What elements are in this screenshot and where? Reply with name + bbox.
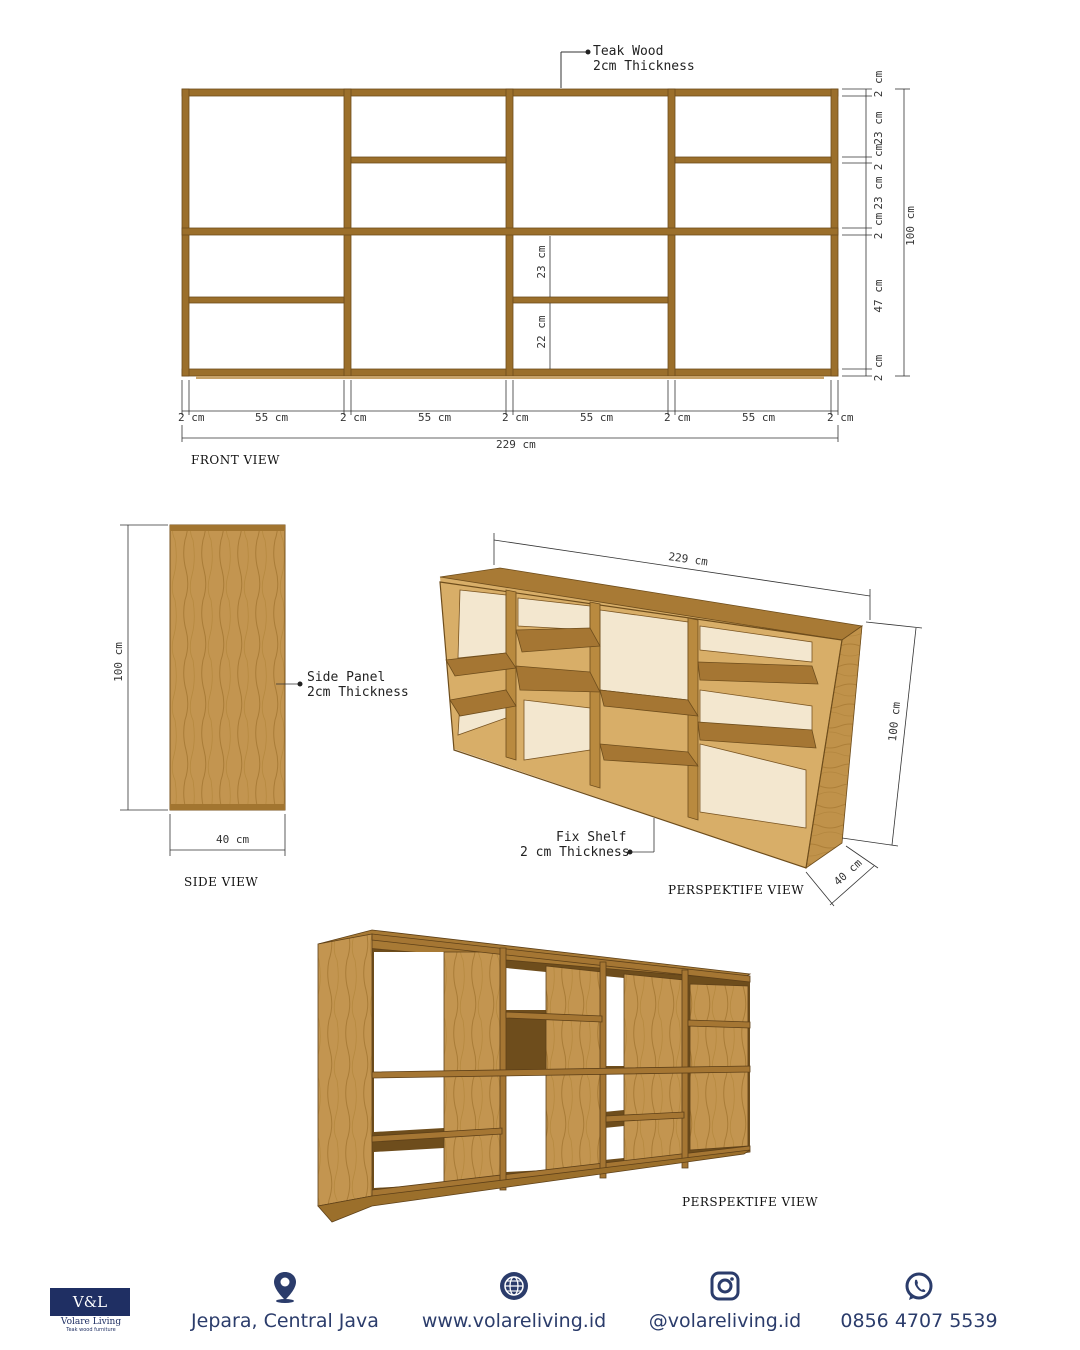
front-view	[178, 44, 917, 467]
footer-website[interactable]	[418, 1270, 610, 1332]
bottom-dim-7: 2 cm	[664, 411, 691, 424]
side-panel-label: Side Panel	[307, 670, 386, 685]
perspective-1-caption: PERSPEKTIFE VIEW	[668, 883, 805, 897]
right-dim-5: 2 cm	[872, 212, 885, 240]
bottom-dim-9: 2 cm	[827, 411, 854, 424]
side-height-dim: 100 cm	[112, 642, 125, 682]
bottom-dim-4: 55 cm	[418, 411, 452, 424]
right-dim-1: 2 cm	[872, 70, 885, 98]
front-cabinet	[182, 89, 838, 379]
bottom-dim-3: 2 cm	[340, 411, 367, 424]
side-view-caption: SIDE VIEW	[184, 875, 259, 889]
total-width-dim: 229 cm	[496, 438, 536, 451]
instagram-handle[interactable]: @volareliving.id	[648, 1310, 802, 1332]
globe-icon	[499, 1270, 529, 1304]
bottom-dim-2: 55 cm	[255, 411, 289, 424]
brand-logo	[50, 1288, 132, 1333]
whatsapp-icon	[904, 1270, 934, 1304]
footer-location	[180, 1270, 390, 1332]
logo-tagline: Teak wood furniture	[66, 1327, 116, 1333]
side-view	[112, 525, 409, 889]
logo-mark: V&L	[50, 1288, 130, 1316]
front-view-caption: FRONT VIEW	[191, 453, 281, 467]
contact-footer	[0, 1262, 1080, 1350]
persp-height-dim: 100 cm	[885, 701, 904, 743]
instagram-icon	[710, 1270, 740, 1304]
inner-dim-22: 22 cm	[535, 315, 548, 349]
logo-name: Volare Living	[60, 1317, 122, 1327]
location-text: Jepara, Central Java	[191, 1310, 379, 1332]
right-dim-4: 23 cm	[872, 176, 885, 210]
bottom-dim-8: 55 cm	[742, 411, 776, 424]
footer-phone[interactable]	[836, 1270, 1002, 1332]
perspective-view-2	[318, 930, 818, 1222]
website-link[interactable]: www.volareliving.id	[421, 1310, 607, 1332]
bottom-dim-1: 2 cm	[178, 411, 205, 424]
persp-depth-dim: 40 cm	[831, 856, 865, 889]
side-depth-dim: 40 cm	[216, 833, 250, 846]
right-dim-2: 23 cm	[872, 111, 885, 145]
right-dim-7: 2 cm	[872, 354, 885, 382]
bottom-dim-6: 55 cm	[580, 411, 614, 424]
bottom-dim-5: 2 cm	[502, 411, 529, 424]
fix-shelf-label: Fix Shelf	[556, 830, 627, 845]
fix-shelf-thickness: 2 cm Thickness	[520, 845, 630, 860]
teak-thickness-label: 2cm Thickness	[593, 59, 695, 74]
right-dim-6: 47 cm	[872, 279, 885, 313]
perspective-2-caption: PERSPEKTIFE VIEW	[682, 1195, 819, 1209]
footer-instagram[interactable]	[640, 1270, 810, 1332]
phone-number[interactable]: 0856 4707 5539	[840, 1310, 998, 1332]
teak-wood-label: Teak Wood	[593, 44, 664, 59]
total-height-dim: 100 cm	[904, 206, 917, 246]
persp-width-dim: 229 cm	[667, 550, 709, 569]
inner-dim-23: 23 cm	[535, 245, 548, 279]
side-panel	[170, 525, 285, 810]
perspective-view-1	[440, 533, 922, 906]
side-panel-thickness: 2cm Thickness	[307, 685, 409, 700]
location-pin-icon	[270, 1270, 300, 1304]
right-dim-3: 2 cm	[872, 143, 885, 171]
